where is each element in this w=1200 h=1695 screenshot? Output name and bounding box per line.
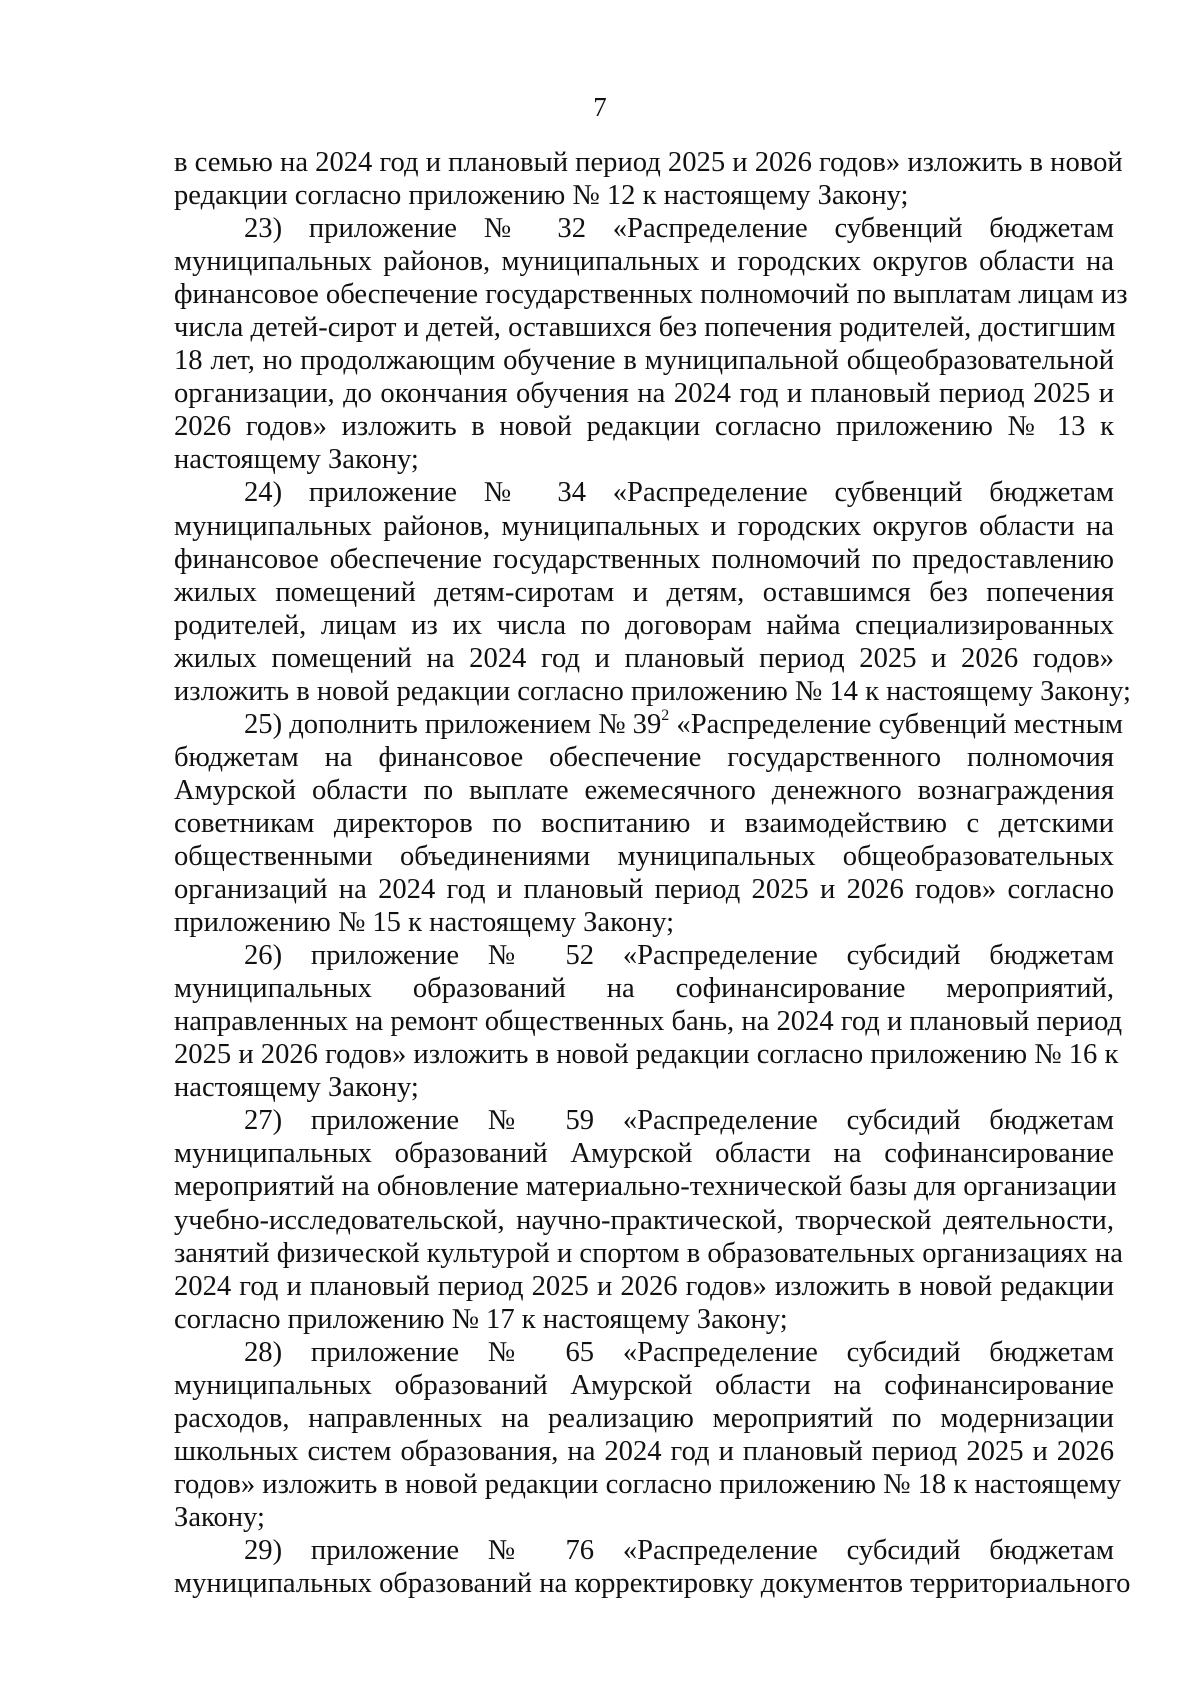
text-line-content: 26) приложение № 52 «Распределение субсидий бюджетам — [244, 940, 1114, 972]
text-line — [174, 476, 1114, 509]
text-line — [174, 1468, 1122, 1501]
text-line-content: 25) дополнить приложением № 39 — [244, 708, 662, 740]
text-line — [174, 774, 1114, 807]
text-line-content: 2025 и 2026 годов» изложить в новой редакции согласно приложению № 16 к — [174, 1039, 1119, 1071]
text-line — [174, 807, 1114, 840]
text-line-content: 23) приложение № 32 «Распределение субвенций бюджетам — [244, 213, 1114, 245]
text-line — [174, 939, 1114, 972]
text-line — [174, 1369, 1114, 1402]
text-line — [174, 906, 1114, 939]
text-line — [174, 1435, 1114, 1468]
text-line — [174, 1567, 1131, 1600]
text-line — [174, 1104, 1114, 1137]
text-line-content: советникам директоров по воспитанию и взаимодействию с детскими — [174, 807, 1114, 839]
text-line-content: жилых помещений на 2024 год и плановый период 2025 и 2026 годов» — [174, 642, 1114, 674]
text-line — [174, 707, 1124, 741]
text-line — [174, 741, 1114, 774]
text-line — [174, 1402, 1114, 1435]
text-line-content: бюджетам на финансовое обеспечение государственного полномочия — [174, 741, 1114, 773]
text-line-content: расходов, направленных на реализацию мероприятий по модернизации — [174, 1402, 1114, 1434]
text-line-content: муниципальных образований Амурской области на софинансирование — [174, 1369, 1114, 1401]
text-line-content: муниципальных районов, муниципальных и городских округов области на — [174, 246, 1114, 278]
text-line — [174, 873, 1114, 906]
text-line-content: в семью на 2024 год и плановый период 2025 и 2026 годов» изложить в новой — [174, 147, 1123, 178]
text-line-content: организации, до окончания обучения на 2024 год и плановый период 2025 и — [174, 378, 1114, 410]
text-line — [174, 1170, 1117, 1203]
document-body — [174, 146, 1131, 1600]
text-line-continuation: «Распределение субвенций местным — [669, 708, 1124, 740]
text-line-content: числа детей-сирот и детей, оставшихся без попечения родителей, достигшим — [174, 312, 1116, 344]
text-line-content: учебно-исследовательской, научно-практической, творческой деятельности, — [174, 1204, 1114, 1236]
text-line — [174, 1137, 1114, 1170]
text-line-content: жилых помещений детям-сиротам и детям, оставшимся без попечения — [174, 576, 1114, 608]
text-line-content: муниципальных образований на софинансирование мероприятий, — [174, 973, 1114, 1005]
text-line — [174, 1534, 1114, 1567]
text-line-content: организаций на 2024 год и плановый период 2025 и 2026 годов» согласно — [174, 874, 1114, 906]
text-line-content: мероприятий на обновление материально-технической базы для организации — [174, 1171, 1117, 1203]
text-line-content: муниципальных районов, муниципальных и городских округов области на — [174, 510, 1114, 542]
text-line — [174, 972, 1114, 1005]
text-line — [174, 410, 1114, 443]
text-line-content: финансовое обеспечение государственных полномочий по предоставлению — [174, 543, 1114, 575]
text-line-content: школьных систем образования, на 2024 год и плановый период 2025 и 2026 — [174, 1435, 1114, 1467]
text-line-content: настоящему Закону; — [174, 1072, 419, 1104]
text-line — [174, 443, 1114, 476]
text-line — [174, 840, 1114, 873]
text-line-content: муниципальных образований на корректировку документов территориального — [174, 1568, 1131, 1600]
text-line-content: родителей, лицам из их числа по договорам найма специализированных — [174, 609, 1114, 641]
text-line-content: редакции согласно приложению № 12 к настоящему Закону; — [174, 180, 909, 212]
text-line — [174, 1303, 1114, 1336]
text-line-content: финансовое обеспечение государственных полномочий по выплатам лицам из — [174, 279, 1128, 311]
text-line-content: направленных на ремонт общественных бань, на 2024 год и плановый период — [174, 1006, 1123, 1038]
text-line — [174, 1005, 1123, 1038]
text-line-content: занятий физической культурой и спортом в образовательных организациях на — [174, 1237, 1123, 1269]
text-line-content: 28) приложение № 65 «Распределение субсидий бюджетам — [244, 1336, 1114, 1368]
text-line — [174, 212, 1114, 245]
text-line-content: 24) приложение № 34 «Распределение субвенций бюджетам — [244, 477, 1114, 509]
text-line-content: 29) приложение № 76 «Распределение субсидий бюджетам — [244, 1534, 1114, 1566]
text-line — [174, 1501, 1114, 1534]
text-line-content: приложению № 15 к настоящему Закону; — [174, 907, 675, 939]
superscript: 2 — [661, 707, 670, 725]
page-number: 7 — [593, 92, 607, 122]
text-line — [174, 245, 1114, 278]
text-line — [174, 1237, 1123, 1270]
text-line-content: годов» изложить в новой редакции согласно приложению № 18 к настоящему — [174, 1468, 1122, 1500]
text-line — [174, 576, 1114, 609]
text-line — [174, 377, 1114, 410]
text-line — [174, 146, 1123, 179]
text-line-content: 27) приложение № 59 «Распределение субсидий бюджетам — [244, 1105, 1114, 1137]
text-line — [174, 609, 1114, 642]
text-line — [174, 543, 1114, 576]
text-line-content: изложить в новой редакции согласно приложению № 14 к настоящему Закону; — [174, 675, 1131, 707]
text-line-content: 18 лет, но продолжающим обучение в муниципальной общеобразовательной — [174, 345, 1114, 377]
text-line-content: муниципальных образований Амурской области на софинансирование — [174, 1138, 1114, 1170]
text-line — [174, 1071, 1114, 1104]
text-line-content: настоящему Закону; — [174, 444, 419, 476]
text-line — [174, 1270, 1114, 1303]
text-line — [174, 675, 1131, 708]
text-line-content: 2026 годов» изложить в новой редакции согласно приложению № 13 к — [174, 411, 1114, 443]
text-line — [174, 1204, 1114, 1237]
text-line — [174, 278, 1128, 311]
text-line-content: общественными объединениями муниципальных общеобразовательных — [174, 840, 1114, 872]
text-line — [174, 1336, 1114, 1369]
text-line — [174, 344, 1114, 377]
text-line — [174, 642, 1114, 675]
text-line-content: 2024 год и плановый период 2025 и 2026 годов» изложить в новой редакции — [174, 1270, 1114, 1302]
text-line — [174, 179, 1114, 212]
text-line — [174, 1038, 1119, 1071]
text-line-content: согласно приложению № 17 к настоящему Закону; — [174, 1303, 788, 1335]
text-line-content: Закону; — [174, 1501, 265, 1533]
text-line — [174, 510, 1114, 543]
text-line-content: Амурской области по выплате ежемесячного денежного вознаграждения — [174, 774, 1114, 806]
text-line — [174, 311, 1114, 344]
